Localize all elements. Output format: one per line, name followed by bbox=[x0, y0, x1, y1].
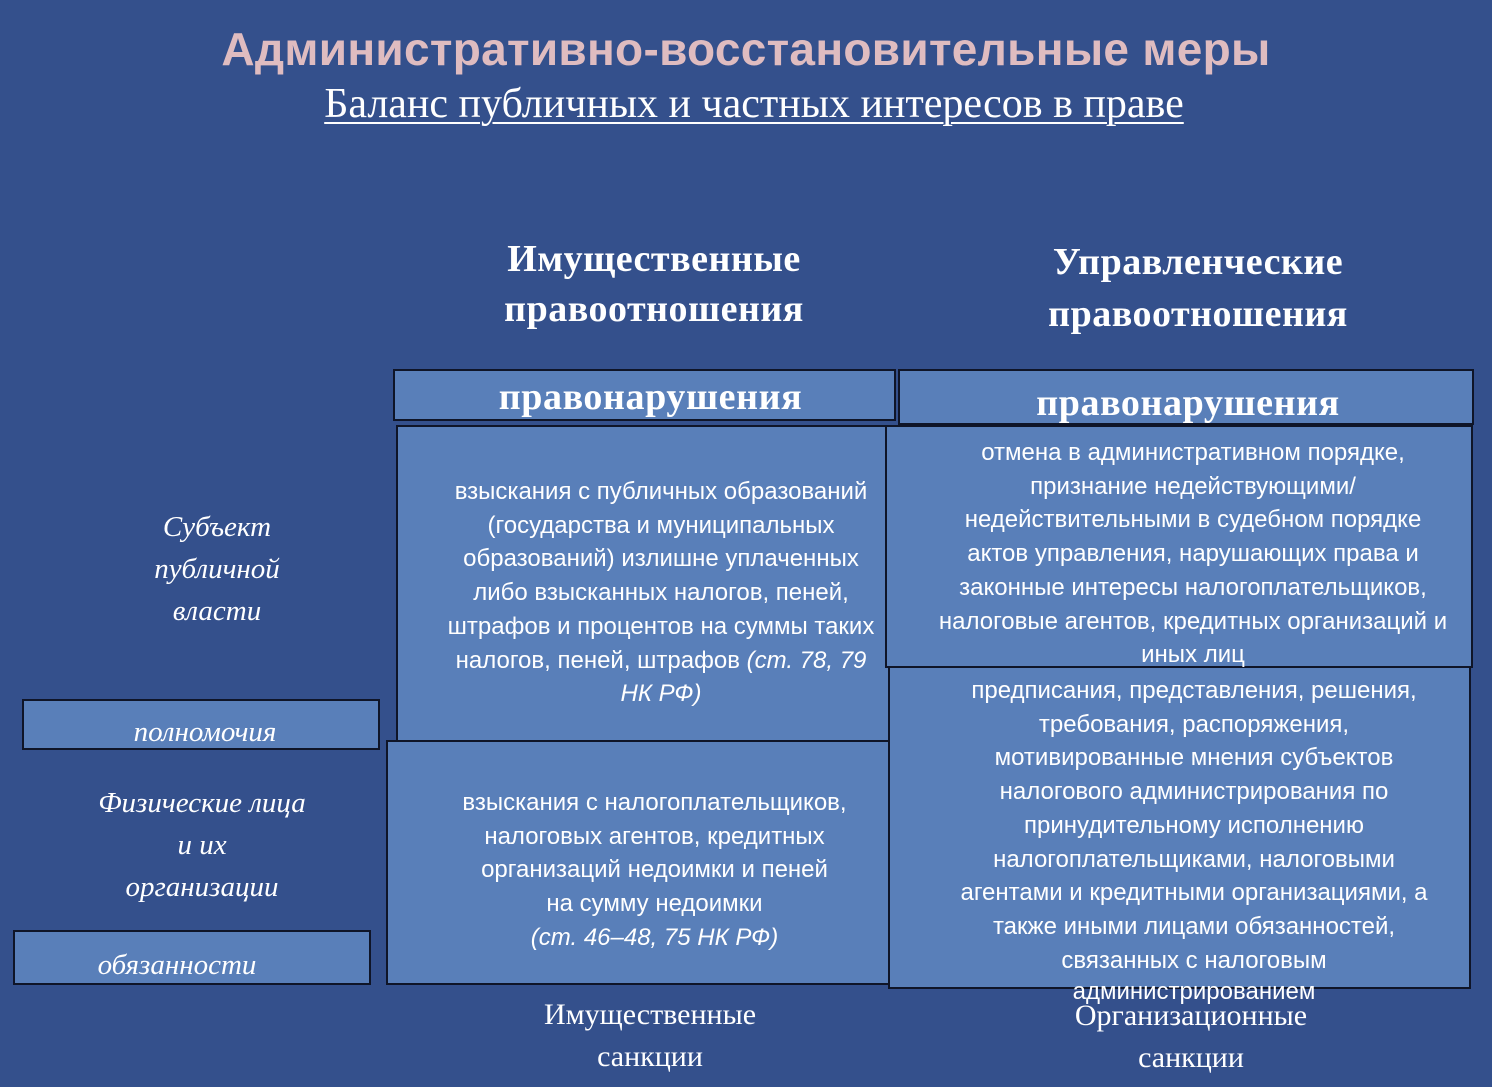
row-label-public-authority bbox=[70, 506, 364, 632]
column-heading-line: правоотношения bbox=[1048, 293, 1348, 335]
column-heading-line: Управленческие bbox=[1052, 241, 1344, 283]
badge-powers bbox=[22, 699, 380, 750]
cell-line: штрафов и процентов на суммы таких bbox=[447, 612, 875, 640]
row-label-line: публичной bbox=[154, 553, 280, 585]
cell-line bbox=[404, 644, 898, 678]
row-label-line: Субъект bbox=[162, 511, 272, 543]
cell-line: налогового администрирования по bbox=[999, 778, 1389, 806]
sanctions-label-management bbox=[1031, 995, 1351, 1079]
cell-line: образований) излишне уплаченных bbox=[463, 545, 859, 573]
legal-reference: (ст. 78, 79 bbox=[746, 646, 867, 674]
cell-line bbox=[404, 677, 898, 711]
row-label-individuals bbox=[52, 782, 352, 908]
legal-reference: (ст. 46–48, 75 НК РФ) bbox=[530, 923, 779, 951]
cell-line: иных лиц bbox=[1141, 641, 1245, 669]
cell-line: признание недействующими/ bbox=[1030, 472, 1356, 500]
cell-line: налогоплательщиками, налоговыми bbox=[993, 845, 1395, 873]
cell-line: отмена в административном порядке, bbox=[981, 439, 1405, 466]
cell-line: также иными лицами обязанностей, bbox=[992, 912, 1396, 940]
violations-header-management bbox=[898, 369, 1474, 425]
cell-line: недействительными в судебном порядке bbox=[964, 506, 1422, 534]
cell-line: связанных с налоговым bbox=[1061, 946, 1327, 974]
cell-line: законные интересы налогоплательщиков, bbox=[959, 573, 1427, 601]
cell-text bbox=[388, 786, 921, 955]
cell-line: актов управления, нарушающих права и bbox=[967, 540, 1419, 568]
sanctions-line: санкции bbox=[597, 1040, 703, 1073]
cell-property-individuals bbox=[386, 740, 895, 985]
badge-duties bbox=[13, 930, 371, 985]
column-heading-management bbox=[938, 236, 1458, 340]
slide-subtitle: Баланс публичных и частных интересов в праве bbox=[324, 81, 1184, 127]
cell-line: (государства и муниципальных bbox=[487, 511, 835, 539]
cell-line: организаций недоимки и пеней bbox=[481, 856, 828, 884]
violations-header-property bbox=[393, 369, 896, 421]
cell-line-text: налогов, пеней, штрафов bbox=[455, 646, 740, 674]
row-label-line: Физические лица bbox=[98, 787, 306, 819]
cell-property-public bbox=[396, 425, 898, 743]
cell-line: на сумму недоимки bbox=[546, 890, 763, 918]
row-label-line: и их bbox=[177, 829, 227, 861]
cell-line: предписания, представления, решения, bbox=[971, 677, 1417, 704]
cell-line: взыскания с налогоплательщиков, bbox=[462, 789, 847, 816]
violations-label: правонарушения bbox=[1036, 382, 1340, 424]
cell-line: администрированием bbox=[1072, 978, 1316, 1006]
cell-management-public-text bbox=[890, 436, 1492, 672]
cell-line: требования, распоряжения, bbox=[1038, 710, 1350, 738]
column-heading-line: правоотношения bbox=[504, 288, 804, 330]
cell-line: взыскания с публичных образований bbox=[454, 478, 868, 505]
badge-label: обязанности bbox=[97, 949, 257, 981]
cell-line: налоговых агентов, кредитных bbox=[484, 822, 825, 850]
cell-line: мотивированные мнения субъектов bbox=[994, 744, 1394, 772]
sanctions-line: Имущественные bbox=[543, 998, 757, 1031]
sanctions-label-property bbox=[500, 994, 800, 1078]
cell-line bbox=[388, 921, 921, 955]
cell-line: налоговые агентов, кредитных организаций и bbox=[938, 607, 1448, 635]
legal-reference: НК РФ) bbox=[620, 680, 702, 708]
column-heading-property bbox=[404, 234, 904, 334]
violations-label: правонарушения bbox=[498, 376, 803, 418]
cell-line: принудительному исполнению bbox=[1024, 811, 1364, 839]
cell-text bbox=[398, 475, 898, 711]
slide-title: Административно-восстановительные меры bbox=[221, 23, 1271, 75]
row-label-line: организации bbox=[125, 871, 279, 903]
badge-label: полномочия bbox=[133, 716, 277, 748]
column-heading-line: Имущественные bbox=[507, 238, 801, 280]
sanctions-line: санкции bbox=[1138, 1041, 1244, 1074]
cell-line: либо взысканных налогов, пеней, bbox=[473, 579, 849, 607]
row-label-line: власти bbox=[172, 595, 262, 627]
cell-line: агентами и кредитными организациями, а bbox=[960, 879, 1428, 907]
cell-management-individuals-text bbox=[894, 674, 1492, 1007]
sanctions-line: Организационные bbox=[1074, 999, 1308, 1032]
